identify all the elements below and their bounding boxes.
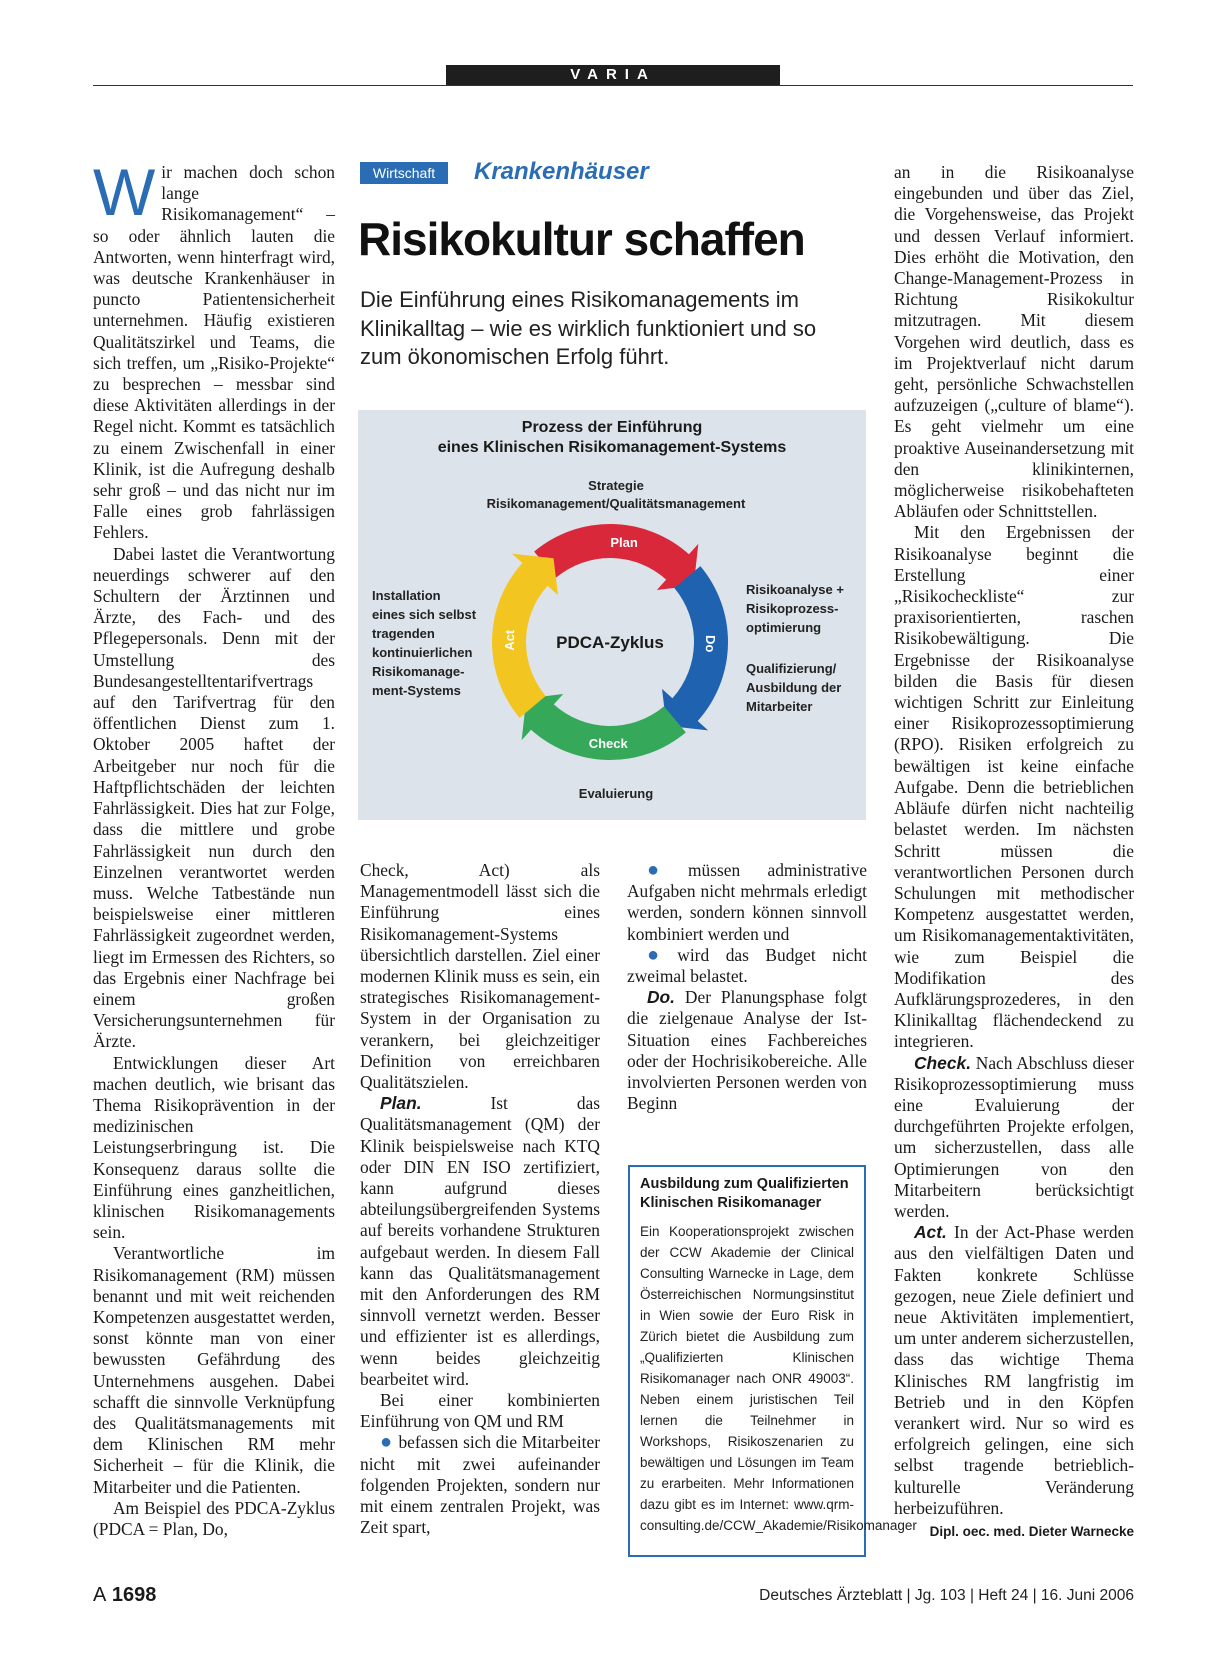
author: Dipl. oec. med. Dieter Warnecke: [929, 1524, 1134, 1539]
right-label-line: Risikoanalyse +: [746, 582, 844, 597]
strategy-label-2: Risikomanagement/Qualitätsmanagement: [486, 496, 746, 511]
info-box-title: Ausbildung zum Qualifizierten Klinischen Risikomanager: [640, 1176, 849, 1211]
figure-title-1: Prozess der Einführung: [521, 419, 703, 436]
col1-paragraph-5: Am Beispiel des PDCA-Zyklus (PDCA = Plan, Do,: [93, 1497, 335, 1539]
right-label-line: Risikoprozess-: [746, 601, 839, 616]
left-label-line: ment-Systems: [372, 683, 461, 698]
plan-text: Ist das Qualitätsmanagement (QM) der Klinik beispielsweise nach KTQ oder DIN EN ISO zertifiziert, kann aufgrund dieses abteilungsübergreifenden Systems auf bereits vorhandene Strukturen aufgebaut werden. In diesem Fall kann das Qualitätsmanagement mit den Anforderungen des RM sinnvoll vernetzt werden. Besser und effizienter ist es allerdings, wenn beides gleichzeitig bearbeitet wird.: [360, 1093, 600, 1389]
header-rule: [93, 85, 1133, 86]
do-arrow-label: Do: [702, 634, 719, 653]
section-header: VARIA: [446, 65, 780, 85]
bullet-1: befassen sich die Mitarbeiter nicht mit zwei aufeinander folgenden Projekten, sondern nur mit einem zentralen Projekt, was Zeit spart,: [360, 1432, 600, 1538]
right-label-line: Ausbildung der: [746, 680, 842, 695]
column-4: [894, 162, 1134, 1542]
column-3: [627, 860, 867, 1114]
page-prefix: A: [93, 1584, 107, 1606]
act-text: In der Act-Phase werden aus den vielfältigen Daten und Fakten konkrete Schlüsse gezogen, neue Ziele definiert und neue Aktivitäten implementiert, um unter anderem sicherzustellen, dass das wichtige Thema Klinisches RM langfristig im Betrieb und in den Köpfen verankert wird. Nur so wird es erfolgreich gelingen, eine sich selbst tragende betrieblich-kulturelle Veränderung herbeizuführen.: [894, 1222, 1134, 1518]
col2-paragraph-1: Check, Act) als Managementmodell lässt sich die Einführung eines Risikomanagement-Systems übersichtlich darstellen. Ziel einer modernen Klinik muss es sein, ein strategisches Risikomanagement-System in der Organisation zu verankern, bei gleichzeitiger Definition von erreichbaren Qualitätszielen.: [360, 860, 600, 1093]
evaluation-label: Evaluierung: [578, 786, 654, 801]
col4-paragraph-2: Mit den Ergebnissen der Risikoanalyse beginnt die Erstellung einer „Risikocheckliste“ zur praxisorientierten, raschen Risikobewältigung. Die Ergebnisse der Risikoanalyse bilden die Basis für diesen wichtigen Schritt zur Einleitung einer Risikoprozessoptimierung (RPO). Risiken erfolgreich zu bewältigen ist keine einfache Aufgabe. Denn die betrieblichen Abläufe dürfen nicht nachteilig belastet werden. Im nächsten Schritt müssen die verantwortlichen Personen durch Schulungen mit methodischer Kompetenz ausgestattet werden, um Risikomanagementaktivitäten, wie zum Beispiel die Modifikation des Aufklärungsprozederes, in den Klinikalltag flächendeckend zu integrieren.: [894, 522, 1134, 1052]
right-label-line: optimierung: [746, 620, 822, 635]
article-subtitle: Die Einführung eines Risikomanagements im Klinikalltag – wie es wirklich funktioniert und so zum ökonomischen Erfolg führt.: [360, 287, 817, 369]
col1-paragraph-2: Dabei lastet die Verantwortung neuerdings schwerer auf den Schultern der Ärztinnen und Ärzte, des Fach- und des Pflegepersonals. Denn mit der Umstellung des Bundesangestelltentarifvertrags auf den Tarifvertrag für den öffentlichen Dienst zum 1. Oktober 2005 haftet der Arbeitgeber nur noch für die Haftpflichtschäden der leichten Fahrlässigkeit. Dies hat zur Folge, dass die mittlere und grobe Fahrlässigkeit nun durch den Einzelnen verantwortet werden muss. Welche Tatbestände nun beispielsweise einer mittleren Fahrlässigkeit zugeordnet werden, liegt im Ermessen des Richters, so das Ergebnis einer Nachfrage bei einem großen Versicherungsunternehmen für Ärzte.: [93, 543, 335, 1052]
col2-paragraph-3: Bei einer kombinierten Einführung von QM und RM: [360, 1390, 600, 1432]
col1-paragraph-3: Entwicklungen dieser Art machen deutlich, wie brisant das Thema Risikoprävention in der medizinischen Leistungserbringung ist. Die Konsequenz daraus sollte die Einführung eines ganzheitlichen, klinischen Risikomanagements sein.: [93, 1052, 335, 1243]
section-tag: Wirtschaft: [360, 162, 448, 184]
pdca-diagram: [358, 410, 866, 820]
bullet-icon: ●: [647, 859, 683, 881]
col1-paragraph-1: ir machen doch schon lange Risikomanagement“ – so oder ähnlich lauten die Antworten, wenn hinterfragt wird, was deutsche Krankenhäuser in puncto Patientensicherheit unternehmen. Häufig existieren Qualitätszirkel und Teams, die sich treffen, um „Risiko-Projekte“ zu besprechen – messbar sind diese Aktivitäten allerdings in der Regel nicht. Kommt es tatsächlich zu einem Zwischenfall in einer Klinik, ist die Aufregung deshalb sehr groß – und das nicht nur im Falle eines grob fahrlässigen Fehlers.: [93, 162, 335, 543]
article-title: Risikokultur schaffen: [358, 213, 805, 265]
right-label-1: [746, 582, 844, 635]
pdca-figure: [358, 410, 866, 820]
act-arrow-label: Act: [501, 629, 518, 651]
journal-info: Deutsches Ärzteblatt | Jg. 103 | Heft 24 | 16. Juni 2006: [759, 1587, 1134, 1604]
info-box: [628, 1165, 917, 1557]
left-label-line: eines sich selbst: [372, 607, 477, 622]
plan-arrow: [534, 524, 698, 590]
right-label-line: Qualifizierung/: [746, 661, 837, 676]
drop-cap: W: [93, 155, 156, 229]
plan-runin: Plan.: [380, 1093, 422, 1114]
check-text: Nach Abschluss dieser Risikoprozessoptimierung muss eine Evaluierung der durchgeführten Projekte erfolgen, um sicherzustellen, dass alle Optimierungen von den Mitarbeitern berücksichtigt werden.: [894, 1052, 1134, 1221]
strategy-label-1: Strategie: [588, 478, 644, 493]
column-1: [93, 155, 335, 1540]
do-text: Der Planungsphase folgt die zielgenaue Analyse der Ist-Situation eines Fachbereiches oder der Hochrisikobereiche. Alle involvierten Personen werden von Beginn: [627, 987, 867, 1114]
act-runin: Act.: [914, 1222, 947, 1243]
do-runin: Do.: [647, 987, 676, 1008]
col1-paragraph-4: Verantwortliche im Risikomanagement (RM) müssen benannt und mit weit reichenden Kompetenzen ausgestattet werden, sonst könnte man von einer bewussten Gefährdung des Unternehmens ausgehen. Dabei schafft die sinnvolle Verknüpfung des Qualitätsmanagements mit dem Klinischen RM mehr Sicherheit – für die Klinik, die Mitarbeiter und die Patienten.: [93, 1243, 335, 1497]
page-number-value: 1698: [111, 1584, 157, 1606]
left-label-line: tragenden: [372, 626, 435, 641]
bullet-icon: ●: [647, 943, 672, 966]
right-label-2: [746, 661, 841, 714]
left-label: [372, 588, 477, 698]
col4-paragraph-1: an in die Risikoanalyse eingebunden und über das Ziel, die Vorgehensweise, das Projekt und dessen Verlauf informiert. Dies erhöht die Motivation, den Change-Management-Prozess in Richtung Risikokultur mitzutragen. Mit diesem Vorgehen wird deutlich, dass es im Projektverlauf nicht darum geht, persönliche Schwachstellen aufzuzeigen („culture of blame“). Es geht vielmehr um eine proaktive Auseinandersetzung mit den klinikinternen, möglicherweise risikobehafteten Abläufen oder Schnittstellen.: [894, 162, 1134, 522]
page-number: [93, 1584, 156, 1607]
right-label-line: Mitarbeiter: [746, 699, 813, 714]
left-label-line: Installation: [372, 588, 441, 603]
bullet-3: wird das Budget nicht zweimal belastet.: [627, 944, 867, 987]
pdca-center-label: PDCA-Zyklus: [556, 633, 664, 652]
kicker: Krankenhäuser: [474, 158, 649, 185]
bullet-2: müssen administrative Aufgaben nicht mehrmals erledigt werden, sondern können sinnvoll kombiniert werden und: [627, 860, 867, 944]
check-arrow-label: Check: [588, 735, 628, 751]
plan-arrow-label: Plan: [610, 534, 638, 550]
left-label-line: kontinuierlichen: [372, 645, 473, 660]
left-label-line: Risikomanage-: [372, 664, 465, 679]
bullet-icon: ●: [380, 1431, 393, 1454]
figure-title-2: eines Klinischen Risikomanagement-Systems: [437, 439, 787, 456]
info-box-body: Ein Kooperationsprojekt zwischen der CCW Akademie der Clinical Consulting Warnecke in Lage, dem Österreichischen Normungsinstitut in Wien sowie der Euro Risk in Zürich bietet die Ausbildung zum „Qualifizierten Klinischen Risikomanager nach ONR 49003“. Neben einem juristischen Teil lernen die Teilnehmer in Workshops, Risikoszenarien zu bewältigen und Lösungen im Team zu erarbeiten. Mehr Informationen dazu gibt es im Internet: www.qrm-consulting.de/CCW_Akademie/Risikomanager: [640, 1224, 917, 1533]
check-runin: Check.: [914, 1052, 972, 1073]
column-2: [360, 860, 600, 1539]
